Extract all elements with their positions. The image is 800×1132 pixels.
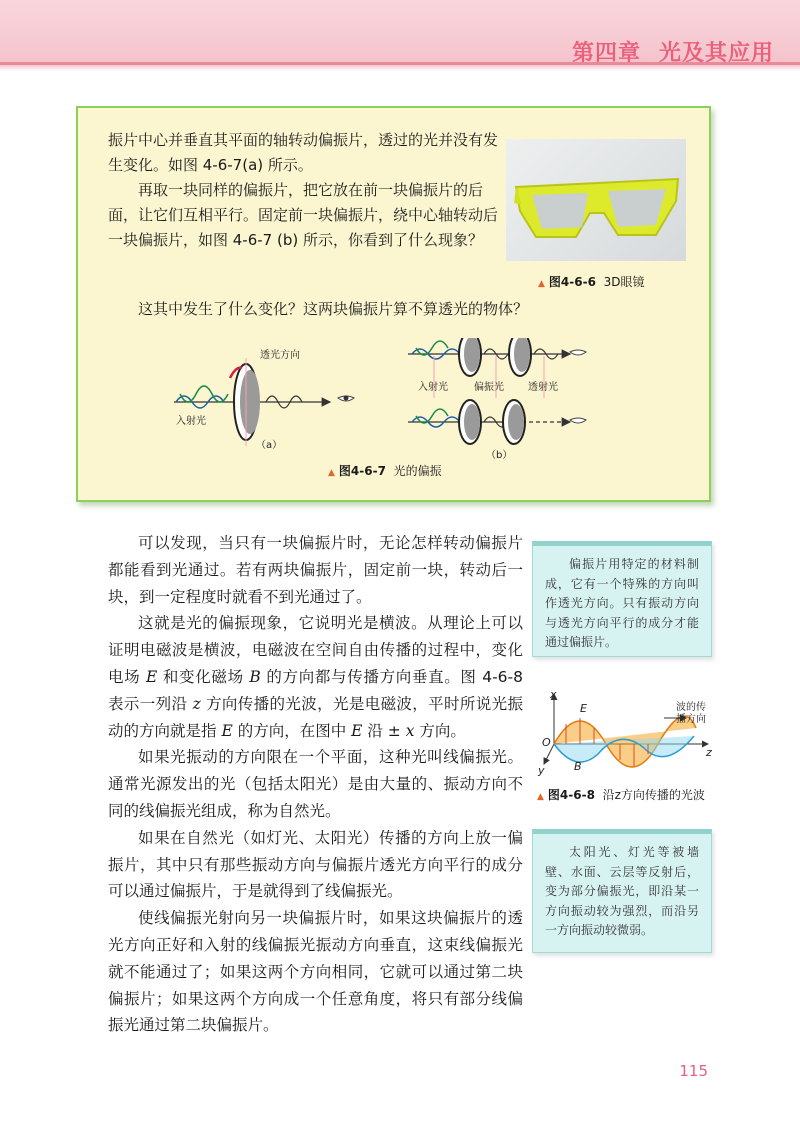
body-paragraph: 如果光振动的方向限在一个平面，这种光叫线偏振光。通常光源发出的光（包括太阳光）是由大量的、振动方向不同的线偏振光组成，称为自然光。 [108,748,523,820]
glasses-photo [506,139,686,261]
symbol-E: E [145,667,158,686]
activity-paragraph: 振片中心并垂直其平面的轴转动偏振片，透过的光并没有发生变化。如图 4-6-7(a) 所示。 [108,131,499,174]
field-E-label: E [580,702,587,715]
figure-title: 光的偏振 [393,464,442,478]
figure-title: 3D眼镜 [603,275,645,289]
label-b: （b） [486,450,513,461]
label-incident-light-a: 入射光 [176,416,206,427]
figure-number: 图4-6-7 [338,464,386,478]
chapter-title: 光及其应用 [658,41,774,66]
field-B-label: B [574,760,582,773]
main-text [108,530,523,1039]
label-a: （a） [256,440,283,451]
text-run: 的方向，在图中 [232,721,352,740]
caption-marker-icon: ▲ [328,468,335,478]
figure-4-6-8 [536,688,716,780]
symbol-x: x [405,721,415,740]
text-run: 沿 ± [362,721,406,740]
glasses-icon [506,139,686,261]
figure-part-b [408,338,586,461]
body-paragraph: 可以发现，当只有一块偏振片时，无论怎样转动偏振片都能看到光通过。若有两块偏振片，固定前一块，转动后一块，到一定程度时就看不到光通过了。 [108,534,523,606]
activity-paragraph: 再取一块同样的偏振片，把它放在前一块偏振片的后面，让它们互相平行。固定前一块偏振片，绕中心轴转动后一块偏振片，如图 4-6-7 (b) 所示，你看到了什么现象？ [108,181,499,249]
label-transmitted-light: 透射光 [528,382,558,393]
body-paragraph: 使线偏振光射向另一块偏振片时，如果这块偏振片的透光方向正好和入射的线偏振光振动方向垂直，这束线偏振光就不能通过了；如果这两个方向相同，它就可以通过第二块偏振片；如果这两个方向成一个任意角度，将只有部分线偏振光通过第二块偏振片。 [108,909,523,1035]
label-incident-light-b: 入射光 [418,382,448,393]
activity-question: 这其中发生了什么变化？这两块偏振片算不算透光的物体？ [138,300,529,318]
caption-marker-icon: ▲ [537,792,544,802]
figure-title: 沿z方向传播的光波 [602,788,705,802]
figure-number: 图4-6-6 [548,275,596,289]
text-run: 的方向都与传播方向垂直。图 4-6-8 表示一列沿 [108,667,523,713]
label-transmission-direction: 透光方向 [260,350,300,361]
side-note-text: 太阳光、灯光等被墙壁、水面、云层等反射后，变为部分偏振光，即沿某一方向振动较为强烈，而沿另一方向振动较微弱。 [545,845,699,938]
symbol-B: B [249,667,261,686]
figure-caption-4-6-8 [537,786,705,803]
figure-number: 图4-6-8 [547,788,595,802]
label-polarized-light: 偏振光 [474,382,504,393]
caption-marker-icon: ▲ [538,279,545,289]
activity-text [108,128,503,253]
side-note-text: 偏振片用特定的材料制成，它有一个特殊的方向叫作透光方向。只有振动方向与透光方向平行的成分才能通过偏振片。 [545,557,699,650]
axis-z-label: z [706,746,712,759]
figure-4-6-7 [170,338,590,466]
axis-x-label: x [550,688,557,701]
figure-part-a [174,348,354,451]
chapter-heading [572,36,774,67]
side-note [532,541,712,657]
figure-caption-4-6-7 [328,462,442,479]
text-run: 方向传播的光波，光是电磁波，平时所说光振动的方向就是指 [108,694,523,740]
text-run: 方向。 [414,721,466,740]
axis-y-label: y [538,764,545,777]
propagation-label: 波的传 [676,702,706,713]
text-run: 这就是光的偏振现象，它说明光是横波。从理论上可以证明电磁波是横波，电磁波在空间自由传播的过程中，变化电场 [108,614,523,686]
side-note [532,829,712,953]
page-number: 115 [679,1062,708,1080]
body-paragraph [108,610,523,744]
body-paragraph: 如果在自然光（如灯光、太阳光）传播的方向上放一偏振片，其中只有那些振动方向与偏振片透光方向平行的成分可以通过偏振片，于是就得到了线偏振光。 [108,828,523,901]
chapter-number: 第四章 [571,41,641,66]
text-run: 和变化磁场 [157,667,250,686]
symbol-E: E [351,721,363,740]
symbol-z: z [192,694,201,713]
propagation-label: 播方向 [676,714,706,725]
figure-caption-4-6-6 [538,273,644,290]
origin-label: O [542,736,551,749]
symbol-E: E [221,721,233,740]
